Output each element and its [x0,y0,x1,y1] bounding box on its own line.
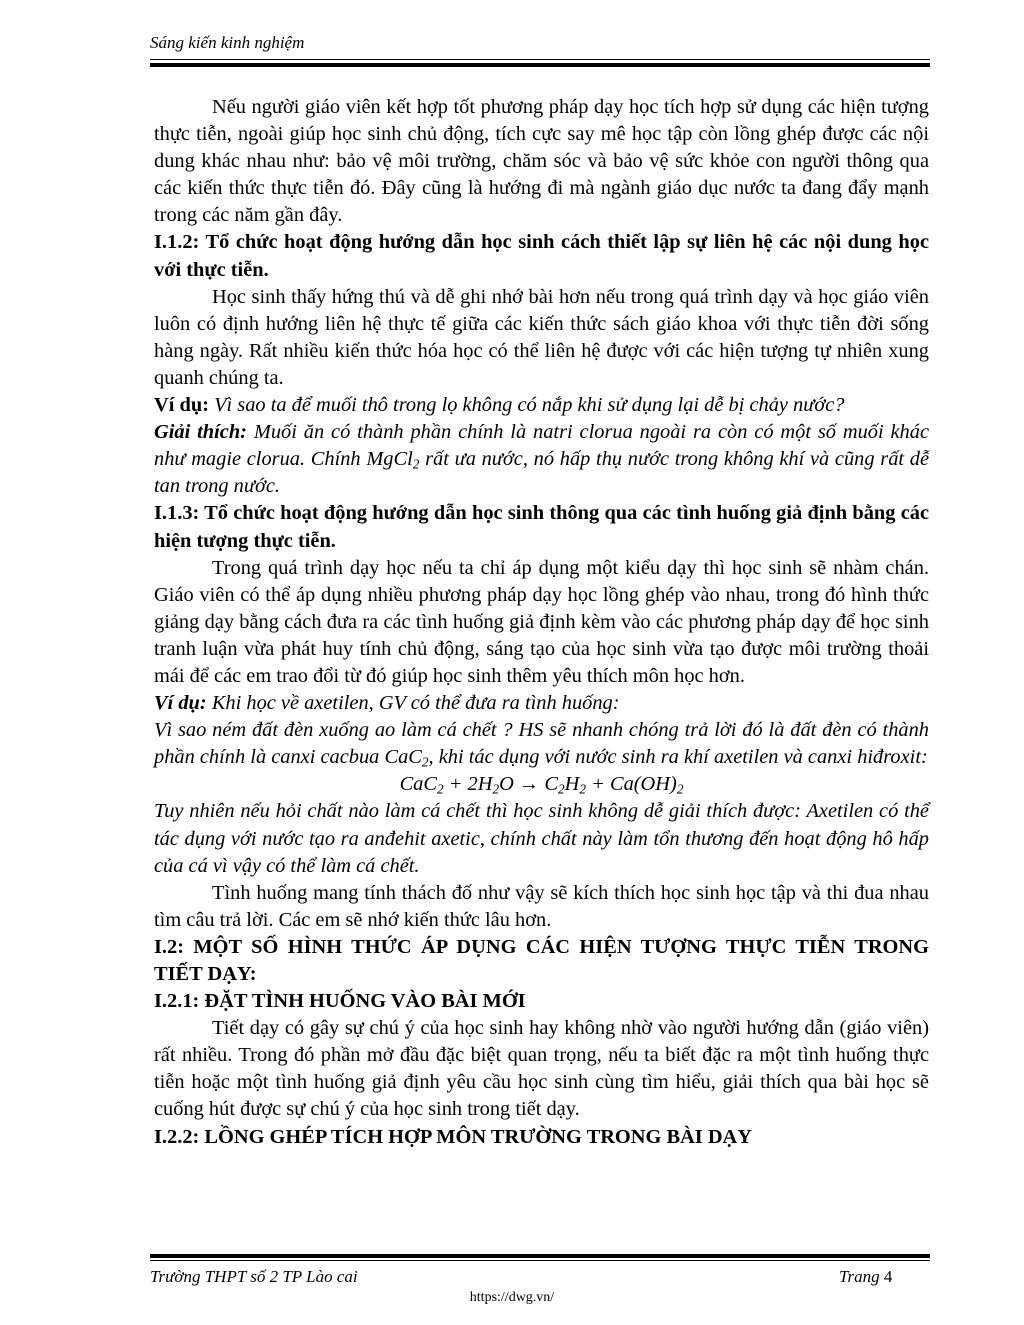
paragraph: Học sinh thấy hứng thú và dễ ghi nhớ bài hơn nếu trong quá trình dạy và học giáo viên luôn có định hướng liên hệ thực tế giữa các kiến thức sách giáo khoa với thực tiễn đời sống hàng ngày. Rất nhiều kiến thức hóa học có thể liên hệ được với các hiện tượng tự nhiên xung quanh chúng ta. [154,285,929,389]
eq-part: CaC [399,773,437,796]
explanation-text: Muối ăn có thành phần chính là natri clorua ngoài ra còn có một số muối khác như magie clorua. Chính MgCl [154,421,929,471]
paragraph: Tình huống mang tính thách đố như vậy sẽ kích thích học sinh học tập và thi đua nhau tìm câu trả lời. Các em sẽ nhớ kiến thức lâu hơn. [154,881,929,931]
example-label: Ví dụ: [154,394,209,417]
question-text: Vì sao ném đất đèn xuống ao làm cá chết ? HS sẽ nhanh chóng trả lời đó là đất đèn có thành phần chính là canxi cacbua CaC [154,719,929,769]
source-url: https://dwg.vn/ [469,1290,555,1305]
paragraph: Tiết dạy có gây sự chú ý của học sinh hay không nhờ vào người hướng dẫn (giáo viên) rất nhiều. Trong đó phần mở đầu đặc biệt quan trọng, nếu ta biết đặc ra một tình huống thực tiễn hoặc một tình huống giả định yêu cầu học sinh cùng tìm hiểu, giải thích qua bài học sẽ cuống hút được sự chú ý của học sinh trong tiết dạy. [154,1017,929,1121]
header-rule-thin [150,59,930,60]
footer-page [839,1267,892,1287]
eq-sub: 2 [579,781,587,797]
section-heading-1-1-2: I.1.2: Tổ chức hoạt động hướng dẫn học sinh cách thiết lập sự liên hệ các nội dung học với thực tiễn. [154,231,929,281]
section-heading-1-2-2: I.2.2: LỒNG GHÉP TÍCH HỢP MÔN TRƯỜNG TRONG BÀI DẠY [154,1125,752,1148]
section-heading-1-2: I.2: MỘT SỐ HÌNH THỨC ÁP DỤNG CÁC HIỆN TƯỢNG THỰC TIỄN TRONG TIẾT DẠY: [154,935,929,985]
example-1 [154,392,929,419]
page-header-title: Sáng kiến kinh nghiệm [150,33,305,52]
paragraph: Tuy nhiên nếu hỏi chất nào làm cá chết thì học sinh không dễ giải thích được: Axetilen có thể tác dụng với nước tạo ra anđehit axetic, chính chất này làm tổn thương đến hoạt động hô hấp của cá vì vậy có thể làm cá chết. [154,800,929,877]
explanation-label: Giải thích: [154,421,247,444]
eq-sub: 2 [558,781,565,797]
explanation-text-cont: rất ưa nước, nó hấp thụ nước trong không khí và cũng rất dễ tan trong nước. [154,448,930,498]
paragraph: Nếu người giáo viên kết hợp tốt phương pháp dạy học tích hợp sử dụng các hiện tượng thực tiễn, ngoài giúp học sinh chủ động, tích cực say mê học tập còn lồng ghép được các nội dung khác nhau như: bảo vệ môi trường, chăm sóc và bảo vệ sức khỏe con người thông qua các kiến thức thực tiễn đó. Đây cũng là hướng đi mà ngành giáo dục nước ta đang đẩy mạnh trong các năm gần đây. [154,96,929,227]
eq-part: O → C [499,773,559,796]
example-label: Ví dụ: [154,692,207,715]
eq-sub: 2 [436,781,444,797]
paragraph: Trong quá trình dạy học nếu ta chỉ áp dụng một kiểu dạy thì học sinh sẽ nhàm chán. Giáo viên có thể áp dụng nhiều phương pháp dạy học lồng ghép vào nhau, trong đó hình thức giảng dạy bằng cách đưa ra các tình huống giả định kèm vào các phương pháp dạy để học sinh tranh luận vừa phát huy tính chủ động, sáng tạo của học sinh vừa tạo được môi trường thoải mái để các em trao đổi từ đó giúp học sinh thêm yêu thích môn học hơn. [154,556,929,687]
eq-sub: 2 [492,781,500,797]
eq-part: + Ca(OH) [586,773,677,796]
document-body [154,94,929,1151]
subscript: 2 [412,456,420,472]
example-2 [154,690,929,717]
eq-part: + 2H [443,773,493,796]
example-text: Vì sao ta để muối thô trong lọ không có nắp khi sử dụng lại dễ bị chảy nước? [214,394,845,417]
chemical-equation [154,771,929,798]
question-text-cont: , khi tác dụng với nước sinh ra khí axetilen và canxi hiđroxit: [428,746,928,769]
section-heading-1-1-3: I.1.3: Tổ chức hoạt động hướng dẫn học sinh thông qua các tình huống giả định bằng các hiện tượng thực tiễn. [154,502,929,552]
question-paragraph [154,717,929,771]
footer-rule-thin [150,1260,930,1261]
eq-part: H [564,773,580,796]
section-heading-1-2-1: I.2.1: ĐẶT TÌNH HUỐNG VÀO BÀI MỚI [154,990,526,1013]
explanation [154,419,929,500]
footer-school: Trường THPT số 2 TP Lào cai [150,1267,358,1286]
example-text: Khi học về axetilen, GV có thể đưa ra tình huống: [211,692,620,715]
header-rule-thick [150,63,930,67]
subscript: 2 [421,754,429,770]
page-number: 4 [883,1267,893,1286]
page-label: Trang [839,1267,880,1286]
eq-sub: 2 [676,781,684,797]
footer-rule-thick [150,1254,930,1258]
